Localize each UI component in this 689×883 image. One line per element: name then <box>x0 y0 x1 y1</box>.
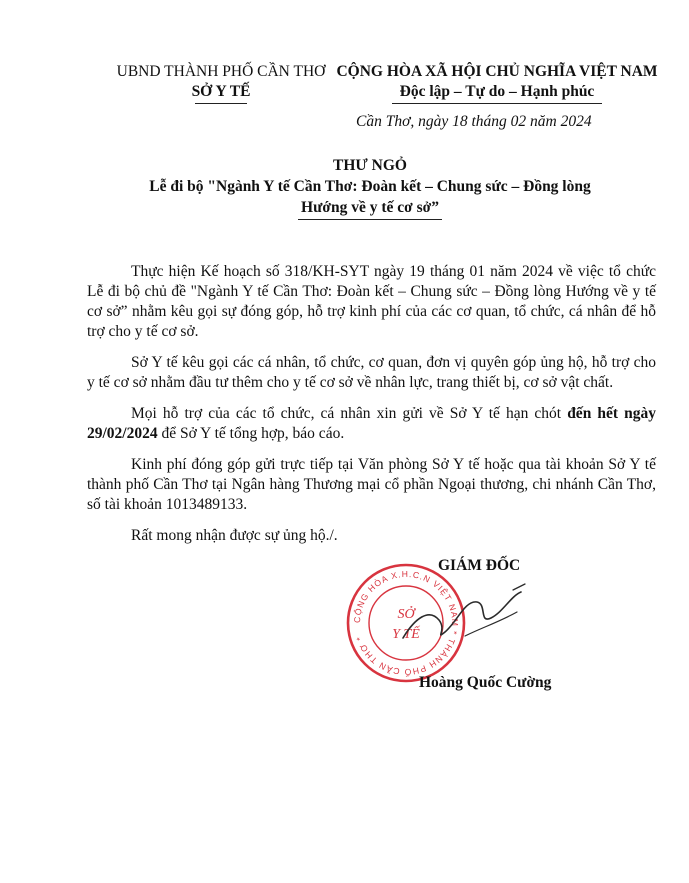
document-type: THƯ NGỎ <box>333 157 407 174</box>
signer-name: Hoàng Quốc Cường <box>419 674 552 691</box>
place-date: Cần Thơ, ngày 18 tháng 02 năm 2024 <box>356 113 592 130</box>
seal-ring-text: CỘNG HÒA X.H.C.N VIỆT NAM * THÀNH PHỐ CẦN THƠ * <box>351 568 461 678</box>
handwritten-signature-icon <box>395 578 545 658</box>
signer-title: GIÁM ĐỐC <box>438 557 521 574</box>
signature-stroke-flourish <box>513 584 525 590</box>
seal-center-text-1: SỞ <box>397 607 415 622</box>
issuing-authority <box>96 62 346 104</box>
national-motto: Độc lập – Tự do – Hạnh phúc <box>399 83 595 100</box>
title-underline <box>298 219 442 220</box>
org-parent: UBND THÀNH PHỐ CẦN THƠ <box>116 63 326 80</box>
paragraph-3-start: Mọi hỗ trợ của các tổ chức, cá nhân xin gửi về Sở Y tế hạn chót <box>131 405 568 422</box>
paragraph-2: Sở Y tế kêu gọi các cá nhân, tổ chức, cơ quan, đơn vị quyên góp ủng hộ, hỗ trợ cho y tế cơ sở nhằm đầu tư thêm cho y tế cơ sở về nhân lực, trang thiết bị, cơ sở vật chất. <box>87 354 656 391</box>
signature-stroke-main <box>403 592 521 638</box>
org-name: SỞ Y TẾ <box>191 83 251 100</box>
motto-underline <box>392 103 602 104</box>
subject-line-1: Lễ đi bộ "Ngành Y tế Cần Thơ: Đoàn kết – Chung sức – Đồng lòng <box>149 178 591 195</box>
signature-stroke-underline <box>465 612 517 636</box>
subject-line-2: Hướng về y tế cơ sở” <box>301 199 439 216</box>
org-underline <box>195 103 247 104</box>
seal-center-text-2: Y TẾ <box>392 627 420 642</box>
paragraph-3 <box>87 404 656 444</box>
paragraph-3-end: để Sở Y tế tổng hợp, báo cáo. <box>157 425 345 442</box>
nation-name: CỘNG HÒA XÃ HỘI CHỦ NGHĨA VIỆT NAM <box>336 63 658 80</box>
national-header <box>322 62 672 104</box>
paragraph-1: Thực hiện Kế hoạch số 318/KH-SYT ngày 19 tháng 01 năm 2024 về việc tổ chức Lễ đi bộ chủ đề "Ngành Y tế Cần Thơ: Đoàn kết – Chung sức – Đồng lòng Hướng về y tế cơ sở” nhằm kêu gọi sự đóng góp, hỗ trợ kinh phí của các cơ quan, tổ chức, cá nhân để hỗ trợ cho y tế cơ sở. <box>87 263 656 340</box>
deadline-text: đến hết ngày 29/02/2024 <box>87 405 656 442</box>
document-title <box>60 155 680 220</box>
paragraph-5: Rất mong nhận được sự ủng hộ./. <box>131 527 338 544</box>
paragraph-4: Kinh phí đóng góp gửi trực tiếp tại Văn phòng Sở Y tế hoặc qua tài khoản Sở Y tế thành phố Cần Thơ tại Ngân hàng Thương mại cổ phần Ngoại thương, chi nhánh Cần Thơ, số tài khoản 1013489133. <box>87 456 656 513</box>
letter-body <box>87 262 656 557</box>
